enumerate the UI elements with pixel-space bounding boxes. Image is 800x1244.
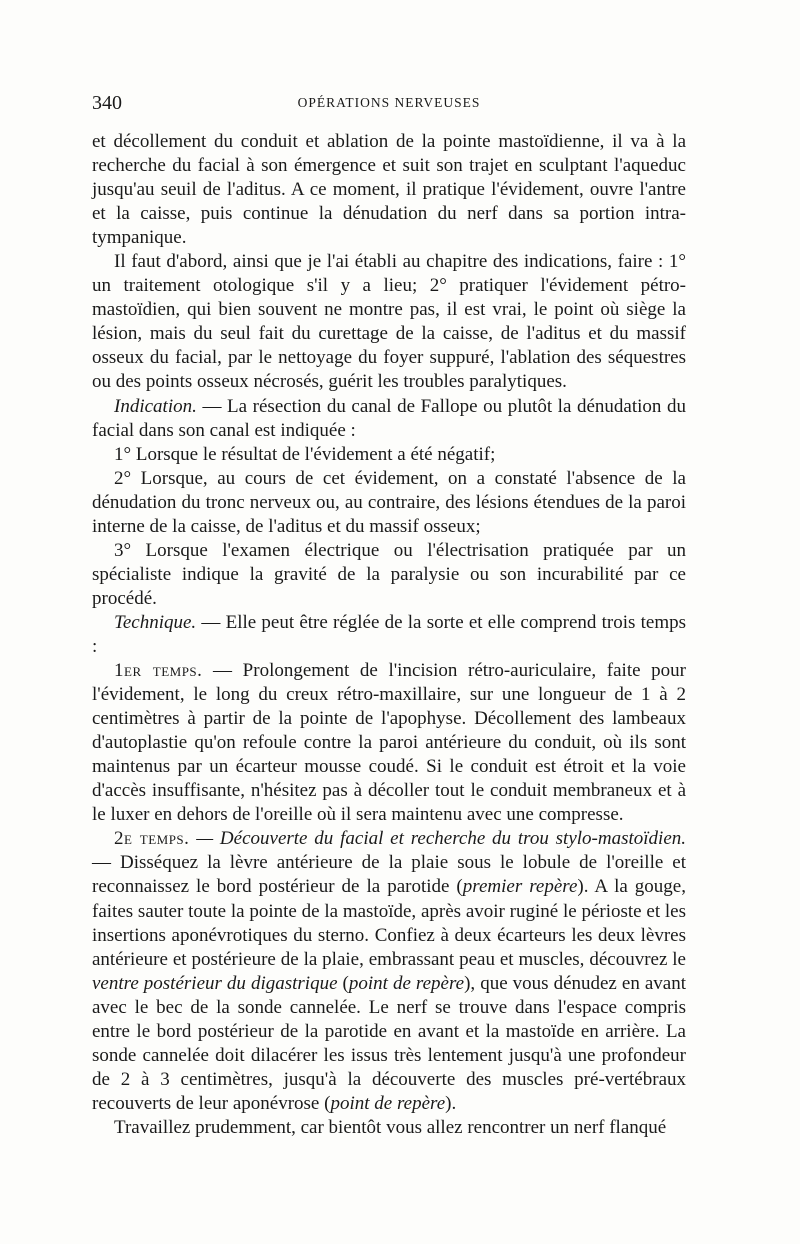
paragraph-general-approach: Il faut d'abord, ainsi que je l'ai établi au chapitre des indications, faire : 1° un traitement otologique s'il y a lieu; 2° pratiquer l'évidement pétro-mastoïdien, qui bien souvent ne montre pas, il est vrai, le point où siège la lésion, mais du seul fait du curettage de la caisse, de l'aditus et du massif osseux du facial, par le nettoyage du foyer suppuré, l'ablation des séquestres ou des points osseux nécrosés, guérit les troubles paralytiques. [92, 251, 686, 393]
paragraph-technique [92, 611, 686, 659]
page-header [92, 92, 686, 116]
second-step-ref-1: premier repère [462, 876, 578, 898]
indication-text: — La résection du canal de Fallope ou plutôt la dénudation du facial dans son canal est indiquée : [92, 395, 686, 441]
paragraph-continuation: et décollement du conduit et ablation de la pointe mastoïdienne, il va à la recherche du facial à son émergence et suit son trajet en sculptant l'aqueduc jusqu'au seuil de l'aditus. A ce moment, il pratique l'évidement, ouvre l'antre et la caisse, puis continue la dénudation du nerf dans sa portion intra-tympanique. [92, 131, 686, 249]
second-step-text-i: ). [445, 1092, 457, 1114]
second-step-text-a: — Disséquez la lèvre antérieure de la plaie sous le lobule de l'oreille et reconnaissez le bord postérieur de la parotide ( [92, 852, 686, 898]
first-step-label: 1er temps. [114, 660, 203, 682]
second-step-text-g: ), que vous dénudez en avant avec le bec de la sonde cannelée. Le nerf se trouve dans l'espace compris entre le bord postérieur de la parotide en avant et la mastoïde en arrière. La sonde cannelée doit dilacérer les issus très lentement jusqu'à une profondeur de 2 à 3 centimètres, jusqu'à la découverte des muscles pré-vertébraux recouverts de leur aponévrose ( [92, 972, 686, 1114]
second-step-text-e: ( [337, 972, 349, 994]
technique-label: Technique. [114, 611, 197, 633]
paragraph-final: Travaillez prudemment, car bientôt vous allez rencontrer un nerf flanqué [114, 1116, 667, 1138]
second-step-label: 2e temps. [114, 828, 190, 850]
technique-text: — Elle peut être réglée de la sorte et elle comprend trois temps : [92, 611, 686, 657]
indication-label: Indication. [114, 395, 197, 417]
paragraph-second-step [92, 827, 686, 1116]
paragraph-indication [92, 395, 686, 443]
list-item-3: 3° Lorsque l'examen électrique ou l'électrisation pratiquée par un spécialiste indique la gravité de la paralysie ou son incurabilité par ce procédé. [92, 539, 686, 609]
list-item-1: 1° Lorsque le résultat de l'évidement a été négatif; [114, 443, 496, 465]
second-step-text-c: ). A la gouge, faites sauter toute la pointe de la mastoïde, après avoir ruginé le périoste et les insertions aponévrotiques du sterno. Confiez à deux écarteurs les deux lèvres antérieure et postérieure de la plaie, embrassant peau et muscles, découvrez le [92, 876, 686, 970]
second-step-ref-3: point de repère [348, 972, 465, 994]
second-step-ref-2: ventre postérieur du digastrique [92, 972, 338, 994]
second-step-ref-4: point de repère [330, 1092, 446, 1114]
running-head: OPÉRATIONS NERVEUSES [297, 95, 481, 110]
paragraph-first-step [92, 659, 686, 827]
page-body [92, 130, 686, 1140]
first-step-text: — Prolongement de l'incision rétro-auriculaire, faite pour l'évidement, le long du creux rétro-maxillaire, sur une longueur de 1 à 2 centimètres à partir de la pointe de l'apophyse. Décollement des lambeaux d'autoplastie qu'on refoule contre la paroi antérieure du conduit, où ils sont maintenus par un écarteur mousse coudé. Si le conduit est étroit et la voie d'accès insuffisante, n'hésitez pas à décoller tout le conduit membraneux et à le luxer en dehors de l'oreille où il sera maintenu avec une compresse. [92, 660, 687, 826]
page-number: 340 [92, 92, 122, 114]
second-step-title: — Découverte du facial et recherche du trou stylo-mastoïdien. [189, 828, 686, 850]
list-item-2: 2° Lorsque, au cours de cet évidement, on a constaté l'absence de la dénudation du tronc nerveux ou, au contraire, des lésions étendues de la paroi interne de la caisse, de l'aditus et du massif osseux; [92, 467, 686, 537]
